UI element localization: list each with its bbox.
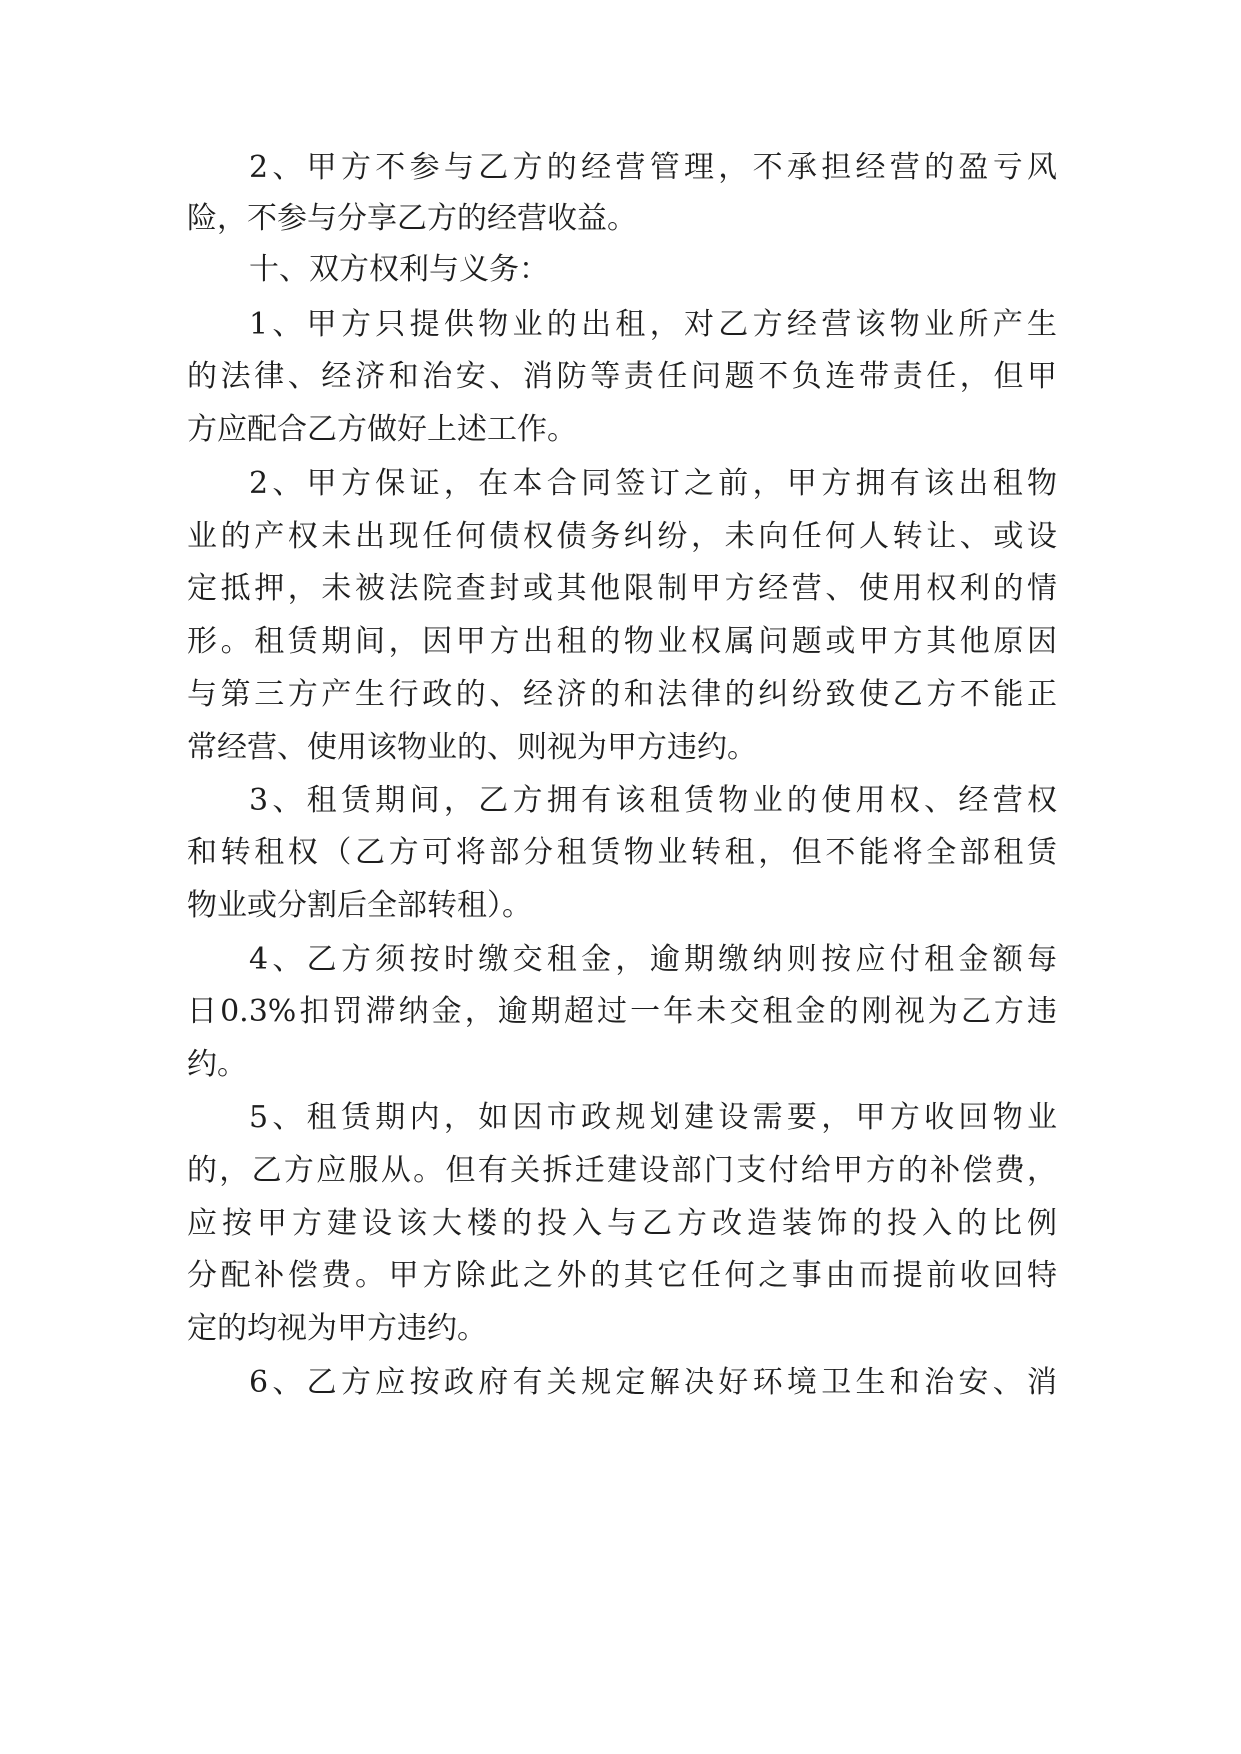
text-line: 4、乙方须按时缴交租金，逾期缴纳则按应付租金额每 xyxy=(249,942,1057,977)
text-line: 分配补偿费。甲方除此之外的其它任何之事由而提前收回特 xyxy=(187,1258,1057,1293)
text-line: 险，不参与分享乙方的经营收益。 xyxy=(187,201,637,236)
text-line: 与第三方产生行政的、经济的和法律的纠纷致使乙方不能正 xyxy=(187,677,1057,712)
text-line: 方应配合乙方做好上述工作。 xyxy=(187,412,577,447)
section-heading: 十、双方权利与义务： xyxy=(249,252,549,287)
text-line: 的，乙方应服从。但有关拆迁建设部门支付给甲方的补偿费， xyxy=(187,1153,1057,1188)
text-line: 和转租权（乙方可将部分租赁物业转租，但不能将全部租赁 xyxy=(187,835,1057,870)
text-line: 常经营、使用该物业的、则视为甲方违约。 xyxy=(187,730,757,765)
text-line: 3、租赁期间，乙方拥有该租赁物业的使用权、经营权 xyxy=(249,783,1057,818)
text-line: 2、甲方保证，在本合同签订之前，甲方拥有该出租物 xyxy=(249,466,1057,501)
text-line: 定抵押，未被法院查封或其他限制甲方经营、使用权利的情 xyxy=(187,571,1057,606)
text-line: 1、甲方只提供物业的出租，对乙方经营该物业所产生 xyxy=(249,307,1057,342)
text-line: 5、租赁期内，如因市政规划建设需要，甲方收回物业 xyxy=(249,1100,1057,1135)
text-line: 定的均视为甲方违约。 xyxy=(187,1311,487,1346)
text-line: 应按甲方建设该大楼的投入与乙方改造装饰的投入的比例 xyxy=(187,1206,1057,1241)
text-line: 的法律、经济和治安、消防等责任问题不负连带责任，但甲 xyxy=(187,359,1057,394)
text-line: 6、乙方应按政府有关规定解决好环境卫生和治安、消 xyxy=(249,1365,1057,1400)
text-line: 形。租赁期间，因甲方出租的物业权属问题或甲方其他原因 xyxy=(187,624,1057,659)
text-line: 日0.3%扣罚滞纳金，逾期超过一年未交租金的刚视为乙方违 xyxy=(187,994,1057,1029)
text-line: 约。 xyxy=(187,1047,247,1082)
text-line: 物业或分割后全部转租）。 xyxy=(187,888,532,923)
text-line: 业的产权未出现任何债权债务纠纷，未向任何人转让、或设 xyxy=(187,519,1057,554)
text-line: 2、甲方不参与乙方的经营管理，不承担经营的盈亏风 xyxy=(249,150,1057,185)
